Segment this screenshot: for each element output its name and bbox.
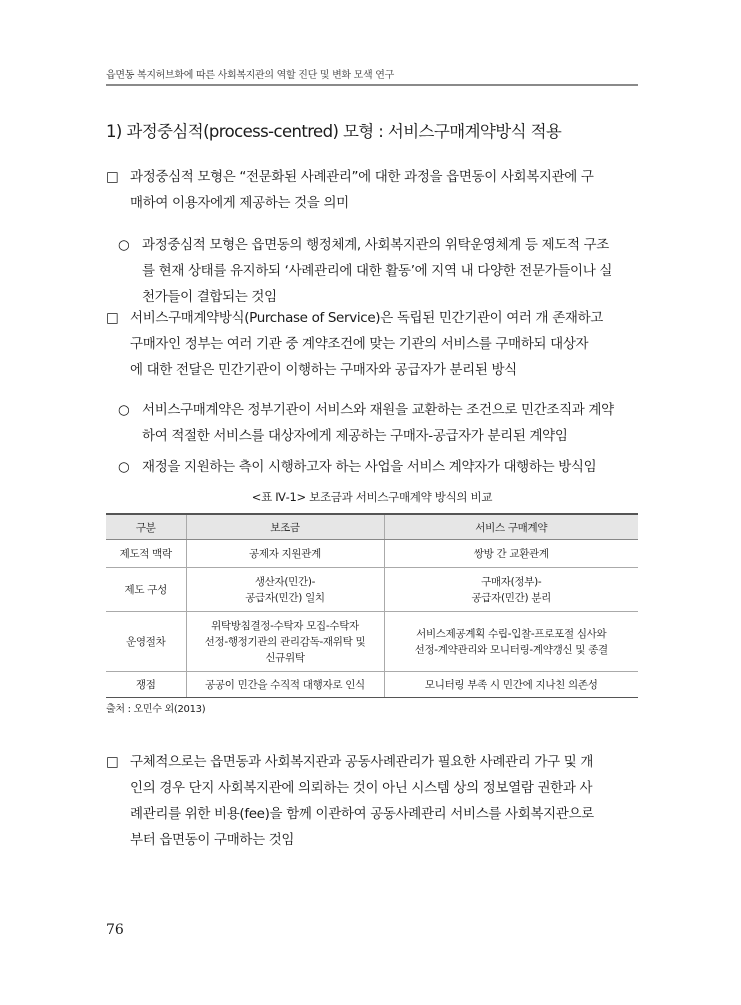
table-cell — [186, 612, 384, 672]
table-cell — [384, 672, 638, 698]
paragraph-3 — [106, 749, 594, 853]
cell-line: 모니터링 부족 시 민간에 지나친 의존성 — [424, 678, 598, 691]
comparison-table — [106, 513, 638, 698]
cell-line: 서비스제공계획 수립-입찰-프로포절 심사와 — [416, 627, 607, 640]
text-line: 부터 읍면동이 구매하는 것임 — [130, 832, 295, 848]
cell-line: 구매자(정부)- — [481, 575, 542, 588]
table-row — [106, 568, 638, 612]
table-cell — [186, 568, 384, 612]
text-line: 인의 경우 단지 사회복지관에 의뢰하는 것이 아닌 시스템 상의 정보열람 권한과 사 — [130, 780, 593, 796]
table-cell — [384, 568, 638, 612]
text-line: 천가들이 결합되는 것임 — [142, 289, 277, 305]
text-line: 하여 적절한 서비스를 대상자에게 제공하는 구매자-공급자가 분리된 계약임 — [142, 428, 568, 444]
cell-line: 신규위탁 — [265, 651, 305, 664]
text-line: 매하여 이용자에게 제공하는 것을 의미 — [130, 195, 349, 211]
text-line: 서비스구매계약은 정부기관이 서비스와 재원을 교환하는 조건으로 민간조직과 계약 — [142, 402, 614, 418]
text-line: 구체적으로는 읍면동과 사회복지관과 공동사례관리가 필요한 사례관리 가구 및 개 — [130, 754, 594, 770]
circle-bullet-icon: ○ — [118, 459, 130, 475]
sub-paragraph-1a — [118, 232, 612, 310]
text-line: 서비스구매계약방식(Purchase of Service)은 독립된 민간기관이 여러 개 존재하고 — [130, 310, 603, 326]
cell-line: 위탁방침결정-수탁자 모집-수탁자 — [211, 619, 359, 632]
square-bullet-icon: □ — [106, 754, 119, 770]
text-line: 재정을 지원하는 측이 시행하고자 하는 사업을 서비스 계약자가 대행하는 방식임 — [142, 459, 597, 475]
header-rule — [106, 84, 638, 86]
sub-paragraph-2a — [118, 397, 614, 449]
table-row — [106, 612, 638, 672]
page-number: 76 — [106, 922, 124, 938]
table-cell — [186, 672, 384, 698]
cell-line: 공급자(민간) 일치 — [245, 591, 325, 604]
running-head: 읍면동 복지허브화에 따른 사회복지관의 역할 진단 및 변화 모색 연구 — [106, 70, 394, 81]
text-line: 과정중심적 모형은 읍면동의 행정체계, 사회복지관의 위탁운영체계 등 제도적 구조 — [142, 237, 609, 253]
sub-paragraph-2b — [118, 454, 596, 480]
table-cell — [384, 540, 638, 568]
section-title: 1) 과정중심적(process-centred) 모형 : 서비스구매계약방식 적용 — [106, 122, 562, 141]
row-label: 제도 구성 — [106, 568, 186, 612]
paragraph-2 — [106, 305, 603, 383]
cell-line: 공급자(민간) 분리 — [471, 591, 552, 604]
cell-line: 공공이 민간을 수직적 대행자로 인식 — [205, 678, 365, 691]
text-line: 를 현재 상태를 유지하되 ‘사례관리에 대한 활동’에 지역 내 다양한 전문가들이나 실 — [142, 263, 613, 279]
table-row — [106, 672, 638, 698]
row-label: 운영절차 — [106, 612, 186, 672]
column-header: 보조금 — [186, 514, 384, 540]
column-header: 구분 — [106, 514, 186, 540]
table-source: 출처 : 오민수 외(2013) — [106, 704, 206, 715]
table-row — [106, 540, 638, 568]
table-cell — [186, 540, 384, 568]
cell-line: 선정-계약관리와 모니터링-계약갱신 및 종결 — [414, 643, 608, 656]
cell-line: 쌍방 간 교환관계 — [473, 547, 549, 560]
cell-line: 선정-행정기관의 관리감독-재위탁 및 — [204, 635, 366, 648]
cell-line: 생산자(민간)- — [254, 575, 316, 588]
square-bullet-icon: □ — [106, 169, 119, 185]
cell-line: 공제자 지원관계 — [249, 547, 321, 560]
row-label: 쟁점 — [106, 672, 186, 698]
paragraph-1 — [106, 164, 594, 216]
column-header: 서비스 구매계약 — [384, 514, 638, 540]
table-header-row — [106, 514, 638, 540]
table-cell — [384, 612, 638, 672]
text-line: 과정중심적 모형은 “전문화된 사례관리”에 대한 과정을 읍면동이 사회복지관에 구 — [130, 169, 594, 185]
row-label: 제도적 맥락 — [106, 540, 186, 568]
text-line: 구매자인 정부는 여러 기관 중 계약조건에 맞는 기관의 서비스를 구매하되 대상자 — [130, 336, 589, 352]
text-line: 례관리를 위한 비용(fee)을 함께 이관하여 공동사례관리 서비스를 사회복지관으로 — [130, 806, 594, 822]
square-bullet-icon: □ — [106, 310, 119, 326]
table-caption: <표 Ⅳ-1> 보조금과 서비스구매계약 방식의 비교 — [251, 490, 493, 504]
circle-bullet-icon: ○ — [118, 237, 130, 253]
text-line: 에 대한 전달은 민간기관이 이행하는 구매자와 공급자가 분리된 방식 — [130, 362, 517, 378]
circle-bullet-icon: ○ — [118, 402, 130, 418]
